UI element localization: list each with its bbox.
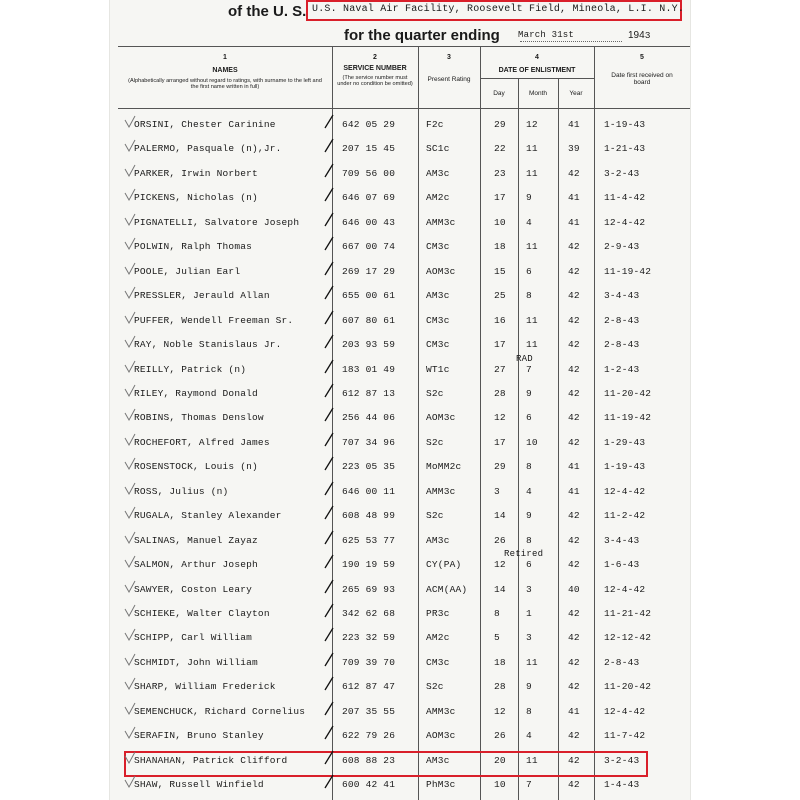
table-row	[0, 626, 800, 650]
row-enlist-year: 42	[568, 387, 580, 399]
service-check-mark-icon	[324, 137, 334, 153]
row-rating: ACM(AA)	[426, 583, 468, 595]
table-row	[0, 480, 800, 504]
service-check-mark-icon	[324, 260, 334, 276]
table-row	[0, 186, 800, 210]
row-enlist-day: 12	[494, 412, 506, 424]
row-date-received: 12-4-42	[604, 485, 646, 497]
row-service-number: 608 48 99	[342, 510, 396, 522]
row-enlist-day: 3	[494, 485, 500, 497]
row-date-received: 11-4-42	[604, 192, 646, 204]
row-enlist-month: 11	[526, 241, 538, 253]
row-rating: AOM3c	[426, 412, 456, 424]
row-rating: SC1c	[426, 143, 450, 155]
row-enlist-month: 8	[526, 290, 532, 302]
row-enlist-year: 41	[568, 485, 580, 497]
row-date-received: 1-2-43	[604, 363, 640, 375]
row-date-received: 2-8-43	[604, 656, 640, 668]
row-service-number: 223 05 35	[342, 461, 396, 473]
row-enlist-day: 10	[494, 779, 506, 791]
service-check-mark-icon	[324, 284, 334, 300]
row-enlist-day: 17	[494, 192, 506, 204]
service-check-mark-icon	[324, 700, 334, 716]
quarter-label: for the quarter ending	[344, 27, 500, 44]
col-header-month: Month	[528, 90, 548, 97]
table-row	[0, 529, 800, 553]
row-enlist-month: 4	[526, 216, 532, 228]
row-enlist-day: 17	[494, 339, 506, 351]
row-enlist-month: 11	[526, 656, 538, 668]
row-date-received: 3-4-43	[604, 290, 640, 302]
row-enlist-month: 11	[526, 754, 538, 766]
row-name: ROCHEFORT, Alfred James	[134, 436, 270, 448]
row-rating: AOM3c	[426, 265, 456, 277]
row-rating: CM3c	[426, 339, 450, 351]
row-rating: CM3c	[426, 656, 450, 668]
row-service-number: 625 53 77	[342, 534, 396, 546]
row-service-number: 265 69 93	[342, 583, 396, 595]
row-date-received: 12-12-42	[604, 632, 652, 644]
row-date-received: 1-29-43	[604, 436, 646, 448]
row-enlist-year: 42	[568, 656, 580, 668]
row-enlist-month: 6	[526, 412, 532, 424]
table-row	[0, 578, 800, 602]
row-rating: S2c	[426, 681, 444, 693]
col-header-day: Day	[493, 90, 505, 97]
row-enlist-year: 42	[568, 754, 580, 766]
row-enlist-year: 41	[568, 216, 580, 228]
row-enlist-year: 42	[568, 510, 580, 522]
row-enlist-day: 15	[494, 265, 506, 277]
row-enlist-year: 41	[568, 119, 580, 130]
row-service-number: 223 32 59	[342, 632, 396, 644]
year-digit: 3	[644, 30, 651, 41]
row-enlist-year: 42	[568, 608, 580, 619]
row-enlist-month: 3	[526, 632, 532, 644]
row-rating: PR3c	[426, 608, 450, 619]
row-service-number: 709 39 70	[342, 656, 396, 668]
quarter-underline	[520, 41, 622, 42]
row-rating: AM2c	[426, 632, 450, 644]
header-of-the-us: of the U. S.	[228, 3, 307, 20]
table-row	[0, 504, 800, 528]
table-row	[0, 309, 800, 333]
row-service-number: 707 34 96	[342, 436, 396, 448]
note-retired: Retired	[504, 549, 544, 559]
row-name: ORSINI, Chester Carinine	[134, 119, 276, 130]
table-row	[0, 455, 800, 479]
table-row	[0, 260, 800, 284]
row-name: ROBINS, Thomas Denslow	[134, 412, 264, 424]
row-enlist-day: 25	[494, 290, 506, 302]
row-enlist-month: 7	[526, 779, 532, 791]
service-check-mark-icon	[324, 602, 334, 618]
row-name: SCHIPP, Carl William	[134, 632, 253, 644]
row-enlist-month: 10	[526, 436, 538, 448]
table-row	[0, 602, 800, 626]
row-enlist-month: 7	[526, 363, 532, 375]
row-enlist-day: 28	[494, 387, 506, 399]
row-service-number: 190 19 59	[342, 559, 396, 571]
table-row	[0, 406, 800, 430]
table-row	[0, 651, 800, 675]
service-check-mark-icon	[324, 675, 334, 691]
col3-title: Present Rating	[427, 76, 471, 84]
col1-title: NAMES	[212, 67, 238, 75]
col4-title: DATE OF ENLISTMENT	[498, 67, 576, 75]
row-rating: AMM3c	[426, 705, 456, 717]
row-enlist-day: 27	[494, 363, 506, 375]
row-name: SAWYER, Coston Leary	[134, 583, 253, 595]
row-name: RAY, Noble Stanislaus Jr.	[134, 339, 282, 351]
row-enlist-day: 26	[494, 730, 506, 742]
row-enlist-year: 42	[568, 412, 580, 424]
row-enlist-day: 20	[494, 754, 506, 766]
row-enlist-day: 29	[494, 461, 506, 473]
row-enlist-year: 41	[568, 461, 580, 473]
row-enlist-month: 8	[526, 534, 532, 546]
row-enlist-month: 9	[526, 192, 532, 204]
row-enlist-month: 4	[526, 485, 532, 497]
row-service-number: 646 00 43	[342, 216, 396, 228]
service-check-mark-icon	[324, 186, 334, 202]
col2-subtitle: (The service number must under no condition be omitted)	[337, 74, 413, 87]
row-rating: CM3c	[426, 314, 450, 326]
row-rating: CM3c	[426, 241, 450, 253]
row-enlist-year: 39	[568, 143, 580, 155]
service-check-mark-icon	[324, 358, 334, 374]
table-row	[0, 284, 800, 308]
row-enlist-month: 3	[526, 583, 532, 595]
row-enlist-month: 4	[526, 730, 532, 742]
service-check-mark-icon	[324, 431, 334, 447]
row-enlist-day: 16	[494, 314, 506, 326]
row-rating: AM3c	[426, 534, 450, 546]
table-row	[0, 773, 800, 797]
row-enlist-year: 42	[568, 290, 580, 302]
row-enlist-day: 28	[494, 681, 506, 693]
row-enlist-month: 6	[526, 265, 532, 277]
row-service-number: 646 00 11	[342, 485, 396, 497]
row-name: POLWIN, Ralph Thomas	[134, 241, 253, 253]
row-rating: S2c	[426, 387, 444, 399]
service-check-mark-icon	[324, 113, 334, 129]
row-service-number: 646 07 69	[342, 192, 396, 204]
table-row	[0, 553, 800, 577]
row-name: PRESSLER, Jerauld Allan	[134, 290, 270, 302]
row-name: RUGALA, Stanley Alexander	[134, 510, 282, 522]
col-header-received	[594, 54, 690, 87]
row-enlist-year: 42	[568, 534, 580, 546]
row-enlist-day: 22	[494, 143, 506, 155]
row-date-received: 12-4-42	[604, 216, 646, 228]
row-name: POOLE, Julian Earl	[134, 265, 241, 277]
row-name: SERAFIN, Bruno Stanley	[134, 730, 264, 742]
row-date-received: 11-21-42	[604, 608, 652, 619]
row-service-number: 183 01 49	[342, 363, 396, 375]
quarter-value: March 31st	[518, 30, 575, 40]
row-enlist-year: 42	[568, 779, 580, 791]
row-enlist-year: 42	[568, 363, 580, 375]
service-check-mark-icon	[324, 406, 334, 422]
row-enlist-month: 12	[526, 119, 538, 130]
service-check-mark-icon	[324, 235, 334, 251]
row-rating: AOM3c	[426, 730, 456, 742]
row-name: SCHIEKE, Walter Clayton	[134, 608, 270, 619]
col3-number: 3	[447, 54, 451, 61]
row-date-received: 11-7-42	[604, 730, 646, 742]
row-rating: S2c	[426, 436, 444, 448]
col-header-year: Year	[569, 90, 583, 97]
table-row	[0, 749, 800, 773]
row-date-received: 3-2-43	[604, 754, 640, 766]
row-enlist-month: 1	[526, 608, 532, 619]
enlistment-sub-divider	[480, 78, 594, 79]
row-date-received: 2-8-43	[604, 339, 640, 351]
row-enlist-month: 9	[526, 681, 532, 693]
row-service-number: 207 15 45	[342, 143, 396, 155]
row-name: PICKENS, Nicholas (n)	[134, 192, 258, 204]
row-enlist-month: 6	[526, 559, 532, 571]
col5-number: 5	[640, 54, 644, 61]
row-name: SEMENCHUCK, Richard Cornelius	[134, 705, 306, 717]
row-enlist-year: 41	[568, 705, 580, 717]
row-service-number: 612 87 13	[342, 387, 396, 399]
row-date-received: 3-4-43	[604, 534, 640, 546]
row-name: ROSENSTOCK, Louis (n)	[134, 461, 258, 473]
row-name: PUFFER, Wendell Freeman Sr.	[134, 314, 294, 326]
service-check-mark-icon	[324, 529, 334, 545]
table-row	[0, 211, 800, 235]
row-name: SHANAHAN, Patrick Clifford	[134, 754, 288, 766]
row-date-received: 2-9-43	[604, 241, 640, 253]
col1-subtitle: (Alphabetically arranged without regard to ratings, with surname to the left and the first name written in full)	[128, 77, 322, 90]
row-enlist-month: 11	[526, 314, 538, 326]
row-enlist-month: 8	[526, 461, 532, 473]
service-check-mark-icon	[324, 309, 334, 325]
row-date-received: 12-4-42	[604, 705, 646, 717]
service-check-mark-icon	[324, 773, 334, 789]
row-rating: MoMM2c	[426, 461, 462, 473]
col1-number: 1	[223, 54, 227, 61]
service-check-mark-icon	[324, 578, 334, 594]
row-enlist-day: 18	[494, 241, 506, 253]
col-header-service	[332, 54, 418, 87]
row-date-received: 11-20-42	[604, 681, 652, 693]
row-enlist-day: 17	[494, 436, 506, 448]
row-enlist-year: 42	[568, 265, 580, 277]
row-service-number: 607 80 61	[342, 314, 396, 326]
row-name: RILEY, Raymond Donald	[134, 387, 258, 399]
row-enlist-day: 5	[494, 632, 500, 644]
service-check-mark-icon	[324, 480, 334, 496]
row-service-number: 256 44 06	[342, 412, 396, 424]
service-check-mark-icon	[324, 553, 334, 569]
table-row	[0, 431, 800, 455]
row-rating: F2c	[426, 119, 444, 130]
row-enlist-year: 42	[568, 730, 580, 742]
service-check-mark-icon	[324, 162, 334, 178]
row-enlist-year: 42	[568, 167, 580, 179]
row-rating: AM3c	[426, 290, 450, 302]
col-header-rating	[418, 54, 480, 84]
facility-name: U.S. Naval Air Facility, Roosevelt Field, Mineola, L.I. N.Y.	[312, 4, 685, 15]
row-name: SALINAS, Manuel Zayaz	[134, 534, 258, 546]
row-date-received: 1-6-43	[604, 559, 640, 571]
table-row	[0, 113, 800, 137]
row-name: SCHMIDT, John William	[134, 656, 258, 668]
row-enlist-day: 8	[494, 608, 500, 619]
row-name: PARKER, Irwin Norbert	[134, 167, 258, 179]
service-check-mark-icon	[324, 651, 334, 667]
row-service-number: 667 00 74	[342, 241, 396, 253]
table-row	[0, 724, 800, 748]
row-rating: S2c	[426, 510, 444, 522]
row-date-received: 1-4-43	[604, 779, 640, 791]
row-rating: WT1c	[426, 363, 450, 375]
table-row	[0, 675, 800, 699]
row-enlist-year: 41	[568, 192, 580, 204]
table-row	[0, 358, 800, 382]
row-enlist-month: 11	[526, 167, 538, 179]
row-enlist-day: 18	[494, 656, 506, 668]
table-row	[0, 382, 800, 406]
row-enlist-day: 14	[494, 510, 506, 522]
row-enlist-day: 12	[494, 559, 506, 571]
note-rad: RAD	[516, 354, 533, 364]
row-name: SALMON, Arthur Joseph	[134, 559, 258, 571]
row-service-number: 709 56 00	[342, 167, 396, 179]
row-enlist-day: 12	[494, 705, 506, 717]
row-name: REILLY, Patrick (n)	[134, 363, 247, 375]
row-date-received: 12-4-42	[604, 583, 646, 595]
col-header-enlistment	[480, 54, 594, 75]
row-rating: CY(PA)	[426, 559, 462, 571]
row-date-received: 2-8-43	[604, 314, 640, 326]
row-date-received: 11-20-42	[604, 387, 652, 399]
row-enlist-year: 42	[568, 681, 580, 693]
row-enlist-year: 42	[568, 314, 580, 326]
row-enlist-day: 29	[494, 119, 506, 130]
row-service-number: 207 35 55	[342, 705, 396, 717]
service-check-mark-icon	[324, 749, 334, 765]
row-enlist-day: 14	[494, 583, 506, 595]
table-row	[0, 162, 800, 186]
row-rating: AMM3c	[426, 485, 456, 497]
service-check-mark-icon	[324, 211, 334, 227]
col5-title: Date first received on board	[611, 72, 673, 87]
row-service-number: 269 17 29	[342, 265, 396, 277]
row-enlist-year: 42	[568, 436, 580, 448]
row-date-received: 3-2-43	[604, 167, 640, 179]
col2-number: 2	[373, 54, 377, 61]
row-name: SHARP, William Frederick	[134, 681, 276, 693]
row-enlist-day: 10	[494, 216, 506, 228]
row-enlist-year: 40	[568, 583, 580, 595]
row-service-number: 622 79 26	[342, 730, 396, 742]
table-row	[0, 333, 800, 357]
row-service-number: 655 00 61	[342, 290, 396, 302]
row-name: ROSS, Julius (n)	[134, 485, 229, 497]
row-enlist-month: 8	[526, 705, 532, 717]
row-rating: AM3c	[426, 167, 450, 179]
service-check-mark-icon	[324, 382, 334, 398]
row-rating: AM3c	[426, 754, 450, 766]
col4-number: 4	[535, 54, 539, 61]
row-rating: PhM3c	[426, 779, 456, 791]
row-enlist-day: 26	[494, 534, 506, 546]
table-header-bottom	[118, 108, 690, 109]
year-prefix: 194	[628, 30, 645, 41]
row-date-received: 11-19-42	[604, 265, 652, 277]
quarter-year	[628, 30, 651, 41]
row-enlist-month: 11	[526, 143, 538, 155]
col-header-names	[118, 54, 332, 90]
row-rating: AM2c	[426, 192, 450, 204]
row-enlist-month: 9	[526, 387, 532, 399]
service-check-mark-icon	[324, 504, 334, 520]
row-enlist-year: 42	[568, 339, 580, 351]
row-date-received: 11-2-42	[604, 510, 646, 522]
service-check-mark-icon	[324, 724, 334, 740]
row-service-number: 342 62 68	[342, 608, 396, 619]
row-service-number: 600 42 41	[342, 779, 396, 791]
row-date-received: 11-19-42	[604, 412, 652, 424]
row-enlist-year: 42	[568, 241, 580, 253]
row-name: SHAW, Russell Winfield	[134, 779, 264, 791]
service-check-mark-icon	[324, 333, 334, 349]
table-top-border	[118, 46, 690, 47]
row-service-number: 642 05 29	[342, 119, 396, 130]
row-name: PIGNATELLI, Salvatore Joseph	[134, 216, 300, 228]
row-rating: AMM3c	[426, 216, 456, 228]
col2-title: SERVICE NUMBER	[343, 65, 407, 73]
service-check-mark-icon	[324, 455, 334, 471]
row-date-received: 1-19-43	[604, 119, 646, 130]
row-date-received: 1-21-43	[604, 143, 646, 155]
row-enlist-year: 42	[568, 559, 580, 571]
row-name: PALERMO, Pasquale (n),Jr.	[134, 143, 282, 155]
row-service-number: 612 87 47	[342, 681, 396, 693]
row-service-number: 203 93 59	[342, 339, 396, 351]
row-enlist-month: 11	[526, 339, 538, 351]
table-row	[0, 235, 800, 259]
row-enlist-month: 9	[526, 510, 532, 522]
table-row	[0, 700, 800, 724]
service-check-mark-icon	[324, 626, 334, 642]
table-row	[0, 137, 800, 161]
row-enlist-day: 23	[494, 167, 506, 179]
row-service-number: 608 88 23	[342, 754, 396, 766]
row-enlist-year: 42	[568, 632, 580, 644]
row-date-received: 1-19-43	[604, 461, 646, 473]
